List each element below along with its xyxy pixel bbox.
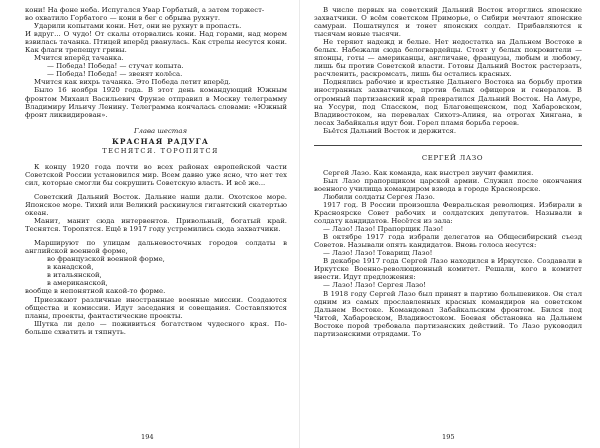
paragraph: 1917 год. В России произошла Февральская революция. Избирали в Красноярске Совет рабочих и солдатских депутатов. Называли в солдату кандидатов. Несётся из зала:: [314, 200, 582, 226]
verse-line: — Победа! Победа! — звенят колёса.: [47, 70, 183, 79]
paragraph: во охватило Горбатого — кони в бег с обрыва рухнут.: [25, 14, 221, 23]
paragraph: Мчится вперёд тачанка.: [34, 54, 124, 63]
right-page: [300, 0, 600, 448]
section-heading: ТЕСНЯТСЯ. ТОРОПЯТСЯ: [102, 146, 219, 155]
paragraph: Было 16 ноября 1920 года. В этот день командующий Южным фронтом Михаил Васильевич Фрунзе отправил в Москву телеграмму Владимиру Ильичу Ленину. Телеграмма кончалась словами: «Южный фронт ликвидирован».: [25, 86, 287, 119]
paragraph: Советский Дальний Восток. Дальние наши дали. Охотское море. Японское море. Тихий или Великий раскинулся гигантский скатертью океан.: [25, 192, 287, 218]
paragraph: Манит, манит сюда интервентов. Привольный, богатый край. Теснятся. Торопятся. Ещё в 1917 году устремились сюда захватчики.: [25, 217, 287, 234]
verse-line: в канадской,: [47, 263, 94, 272]
paragraph: Маршируют по улицам дальневосточных городов солдаты в английской военной форме,: [25, 239, 287, 256]
paragraph: Был Лазо прапорщиком царской армии. Служил после окончания военного училища командиром взвода в городе Красноярске.: [314, 176, 582, 193]
paragraph: Бьётся Дальний Восток и держится.: [323, 126, 457, 135]
paragraph: Не теряют надежд и белые. Нет недостатка на Дальнем Востоке в белых. Набежали сюда белогвардейцы. Стоят у белых покровители — японцы, готы — американцы, англичане, французы, любым и любому, лишь бы против Советской власти. Готовы Дальний Восток растерзать, расчленить, раскромсать, лишь бы остались красных.: [314, 38, 582, 79]
paragraph: Любили солдаты Сергея Лазо.: [323, 192, 435, 201]
paragraph: вообще в непонятной какой-то форме.: [25, 287, 166, 296]
paragraph: В декабре 1917 года Сергей Лазо находился в Иркутске. Создавали в Иркутске Военно-революционный комитет. Решали, кого в комитет внести. Идут предложения:: [314, 257, 582, 282]
paragraph: К концу 1920 года почти во всех районах европейской части Советской России установился мир. Всем давно уже ясно, что нет тех сил, которые смогли бы сокрушить Советскую власть. И всё же...: [25, 162, 287, 187]
chapter-label: Глава шестая: [133, 126, 188, 135]
verse-line: — Победа! Победа! — стучат копыта.: [47, 62, 184, 71]
chapter-title: КРАСНАЯ РАДУГА: [112, 136, 209, 146]
paragraph: Шутка ли дело — поживиться богатством чудесного края. По-больше схватить и тяпнуть.: [25, 319, 287, 336]
paragraph: Приезжают различные иностранные военные миссии. Создаются общества и комиссии. Идут заседания и совещания. Составляются планы, проекты, фантастические проекты.: [25, 295, 287, 320]
paragraph: Ударили копытами кони. Нет, они не рухнут в пропасть.: [34, 22, 242, 31]
paragraph: Мчится как вихрь тачанка. Это Победа летит вперёд.: [34, 78, 231, 87]
verse-line: в американской,: [47, 279, 108, 288]
left-page-number: 194: [141, 433, 154, 441]
left-text-column: [25, 6, 287, 336]
paragraph: Сергей Лазо. Как команда, как выстрел звучит фамилия.: [323, 168, 534, 177]
paragraph: — Лазо! Лазо! Сергея Лазо!: [323, 281, 427, 290]
paragraph: — Лазо! Лазо! Товарищ Лазо!: [323, 249, 433, 258]
right-page-number: 195: [442, 433, 455, 441]
paragraph: В числе первых на советский Дальний Восток вторглись японские захватчики. О всём советском Приморье, о Сибири мечтают японские самураи. Пошатнулся и тонет японских солдат. Прибавляются к тысячам новые тысячи.: [314, 6, 582, 39]
paragraph: кони! На фоне неба. Испугался Увар Горбатый, а затем торжест-: [25, 6, 265, 14]
paragraph: В октябре 1917 года избрали делегатов на Общесибирский съезд Советов. Называли опять кандидатов. Вновь голоса несутся:: [314, 233, 582, 250]
section-rule: [314, 145, 582, 146]
paragraph: Поднялись рабочие и крестьяне Дальнего Востока на борьбу против иностранных захватчиков, против белых офицеров и генералов. В огромный партизанский край превратился Дальний Восток. На Амуре, на Уссури, под Спасском, под Благовещенском, под Хабаровском, Владивостоком, на перевалах Сихотэ-Алиня, на отрогах Хингана, в лесах Забайкалья идут бои. Горел пламя борьба героев.: [314, 78, 582, 127]
right-text-column: [314, 6, 582, 338]
verse-line: в итальянской,: [47, 271, 102, 280]
paragraph: — Лазо! Лазо! Прапорщик Лазо!: [323, 225, 444, 234]
paragraph: И вдруг... О чудо! От скалы оторвались кони. Над горами, над морем взвилась тачанка. Птицей вперёд рванулась. Как стрелы несутся кони. Как флаги трепещут гривы.: [25, 30, 287, 55]
paragraph: В 1918 году Сергей Лазо был принят в партию большевиков. Он стал одним из самых прославленных красных командиров на советском Дальнем Востоке. Командовал Забайкальским фронтом. Бился под Читой, Хабаровском, Владивостоком. Боевая обстановка на Дальнем Востоке порой требовала партизанских действий. То Лазо руководил партизанскими отрядами. То: [314, 289, 582, 338]
section-heading: СЕРГЕЙ ЛАЗО: [421, 153, 484, 162]
verse-line: во французской военной форме,: [47, 255, 165, 264]
